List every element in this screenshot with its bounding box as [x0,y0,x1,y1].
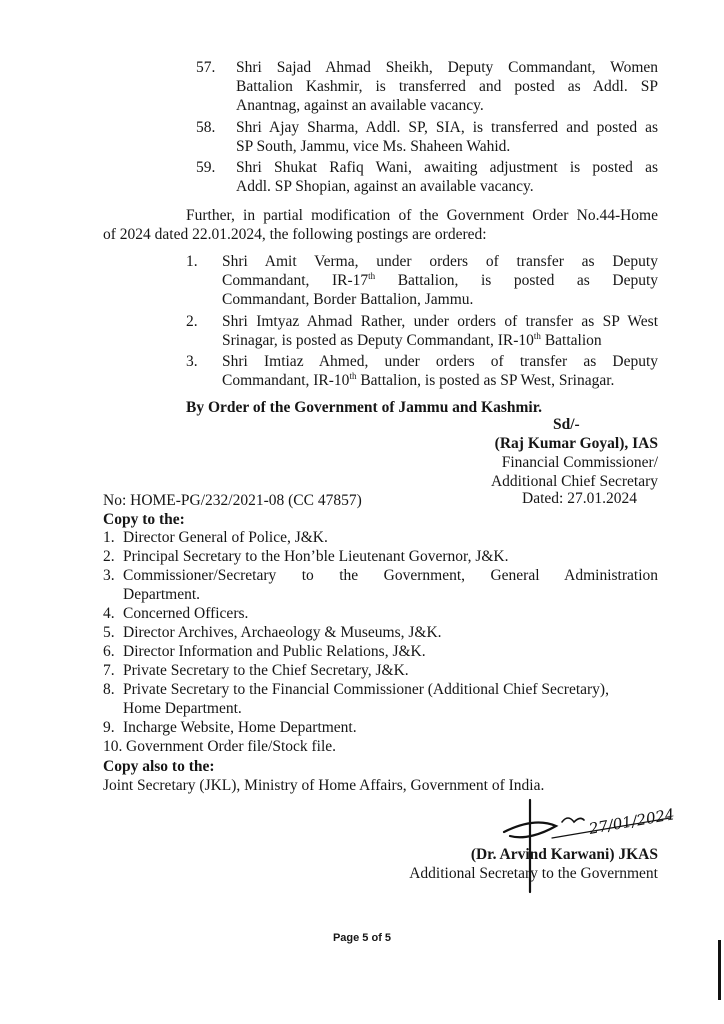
further-paragraph-line-2: of 2024 dated 22.01.2024, the following postings are ordered: [103,226,487,243]
copy-also-line: Joint Secretary (JKL), Ministry of Home Affairs, Government of India. [103,777,545,794]
item-line: SP South, Jammu, vice Ms. Shaheen Wahid. [236,138,511,155]
list-item: Commissioner/Secretary to the Government, General Administration [123,567,658,584]
reference-number: No: HOME-PG/232/2021-08 (CC 47857) [103,492,362,509]
signatory-title-1: Financial Commissioner/ [501,454,658,471]
list-item-continuation: Department. [123,586,201,603]
item-line: Anantnag, against an available vacancy. [236,97,484,114]
list-number: 9. [103,719,115,736]
sd-mark: Sd/- [553,416,580,433]
signer-title: Additional Secretary to the Government [409,865,658,882]
item-number: 57. [196,59,216,76]
item-line: Shri Imtyaz Ahmad Rather, under orders of transfer as SP West [222,313,658,330]
copy-also-heading: Copy also to the: [103,758,215,775]
signatory-title-2: Additional Chief Secretary [490,473,658,490]
list-number: 4. [103,605,115,622]
item-line: Shri Sajad Ahmad Sheikh, Deputy Commandant, Women [236,59,658,76]
list-item: Director Information and Public Relations, J&K. [123,643,426,660]
list-number: 3. [103,567,115,584]
list-item: Private Secretary to the Chief Secretary, J&K. [123,662,409,679]
item-line: Addl. SP Shopian, against an available vacancy. [236,178,534,195]
list-item: Incharge Website, Home Department. [123,719,357,736]
item-line: Shri Shukat Rafiq Wani, awaiting adjustment is posted as [236,159,658,176]
list-item: Director Archives, Archaeology & Museums, J&K. [123,624,442,641]
signature-date: 27/01/2024 [587,805,676,838]
item-line: Commandant, IR-17th Battalion, is posted as Deputy [222,270,658,289]
by-order-line: By Order of the Government of Jammu and Kashmir. [186,399,543,416]
list-number: 2. [103,548,115,565]
item-number: 2. [186,313,198,330]
list-item: Government Order file/Stock file. [126,738,337,755]
list-number: 6. [103,643,115,660]
list-number: 8. [103,681,115,698]
order-date: Dated: 27.01.2024 [522,490,637,507]
item-number: 1. [186,253,198,270]
list-number: 7. [103,662,115,679]
copy-to-heading: Copy to the: [103,511,185,528]
list-number: 5. [103,624,115,641]
item-number: 58. [196,119,216,136]
item-line: Shri Imtiaz Ahmed, under orders of transfer as Deputy [222,353,658,370]
list-number: 10. [103,738,123,755]
item-line: Commandant, IR-10th Battalion, is posted as SP West, Srinagar. [222,370,615,389]
list-item: Principal Secretary to the Hon’ble Lieutenant Governor, J&K. [123,548,509,565]
signer-name: (Dr. Arvind Karwani) JKAS [470,846,658,863]
item-line: Shri Amit Verma, under orders of transfer as Deputy [222,253,658,270]
item-line: Commandant, Border Battalion, Jammu. [222,291,474,308]
item-number: 3. [186,353,198,370]
list-number: 1. [103,529,115,546]
further-paragraph-line-1: Further, in partial modification of the Government Order No.44-Home [186,207,658,224]
list-item: Concerned Officers. [123,605,249,622]
signatory-name: (Raj Kumar Goyal), IAS [494,435,658,452]
list-item: Private Secretary to the Financial Commissioner (Additional Chief Secretary), [123,681,609,698]
list-item-continuation: Home Department. [123,700,242,717]
item-number: 59. [196,159,216,176]
list-item: Director General of Police, J&K. [123,529,328,546]
item-line: Battalion Kashmir, is transferred and posted as Addl. SP [236,78,658,95]
item-line: Srinagar, is posted as Deputy Commandant, IR-10th Battalion [222,330,602,349]
page-number: Page 5 of 5 [332,932,392,944]
scan-edge-mark [718,940,721,1000]
item-line: Shri Ajay Sharma, Addl. SP, SIA, is transferred and posted as [236,119,658,136]
